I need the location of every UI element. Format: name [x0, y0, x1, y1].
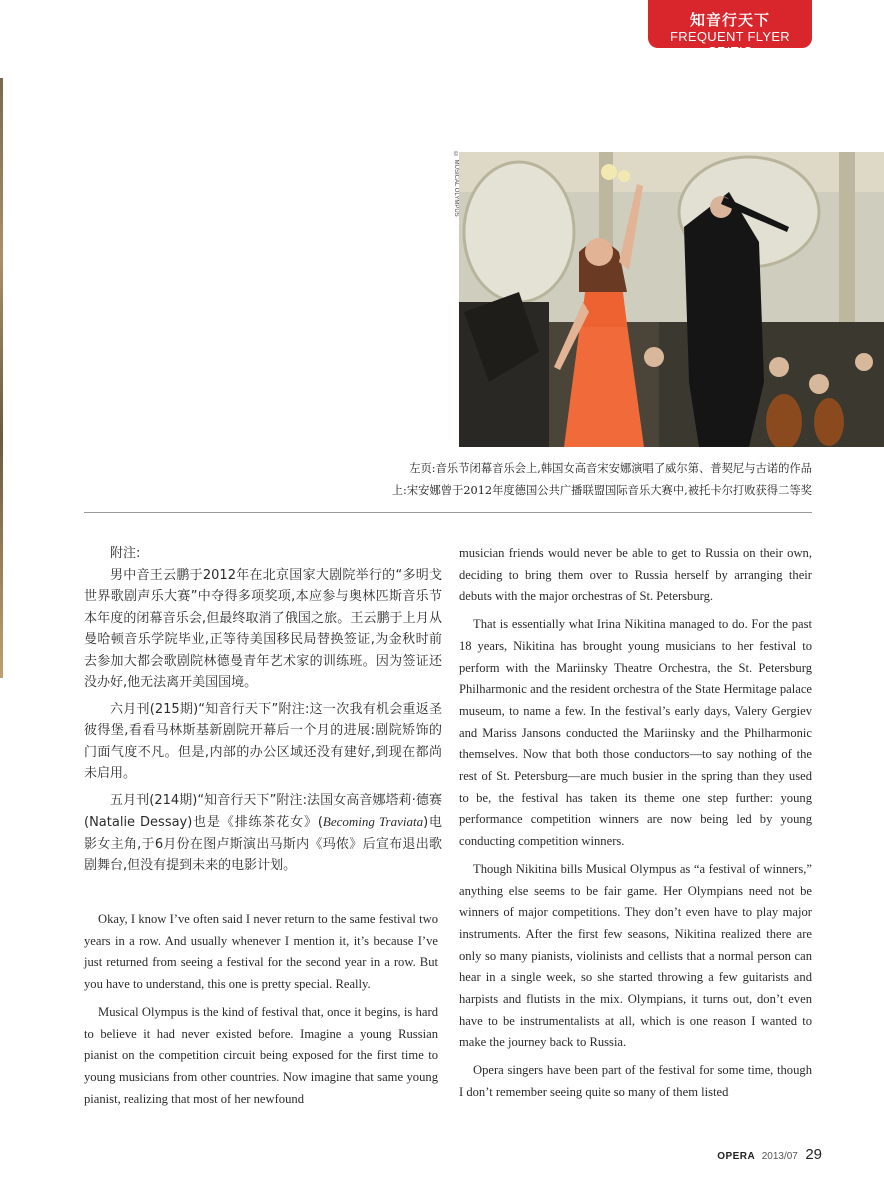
article-paragraph: That is essentially what Irina Nikitina managed to do. For the past 18 years, Nikitina has brought young musicians to her festival to perform with the Mariinsky Theatre Orchestra, the St. Petersburg Philharmonic and the resident orchestra of the State Hermitage palace museum, to name a few. In the festival’s early days, Valery Gergiev and Mariss Jansons conducted the Mariinsky and the Philharmonic themselves. Now that both those conductors—to say nothing of the rest of St. Petersburg—are much busier in the spring than they used to be, the festival has taken its theme one step further: young performance competition winners are now being led by young conducting competition winners.: [459, 617, 812, 849]
article-paragraph: Okay, I know I’ve often said I never return to the same festival two years in a row. And usually whenever I mention it, it’s because I’ve just returned from seeing a festival for the second year in a row. But you have to understand, this one is pretty special. Really.: [84, 912, 438, 992]
caption-above: 上:宋安娜曾于2012年度德国公共广播联盟国际音乐大赛中,被托卡尔打败获得二等奖: [391, 484, 812, 497]
article-column-right: [459, 543, 812, 1104]
section-title-en: FREQUENT FLYER CRITIC: [669, 29, 790, 59]
article-paragraph: Opera singers have been part of the festival for some time, though I don’t remember seeing quite so many of them listed: [459, 1063, 812, 1099]
footnote-text: 六月刊(215期)“知音行天下”附注:这一次我有机会重返圣彼得堡,看看马林斯基新剧院开幕后一个月的进展:剧院矫饰的门面气度不凡。但是,内部的办公区域还没有建好,到现在都尚未启用。: [84, 701, 442, 781]
page-number: 29: [805, 1146, 822, 1163]
film-title: Becoming Traviata: [322, 814, 424, 829]
article-paragraph: musician friends would never be able to get to Russia on their own, deciding to bring them over to Russia herself by arranging their debuts with the major orchestras of St. Petersburg.: [459, 546, 812, 604]
issue-date: 2013/07: [761, 1151, 798, 1162]
section-title-zh: 知音行天下: [689, 12, 770, 29]
chinese-footnotes: [84, 543, 442, 877]
footnote-text: )电影女主角,于6月份在图卢斯演出马斯内《玛侬》后宣布退出歌剧舞台,但没有提到未来的电影计划。: [84, 815, 443, 873]
page-footer: [717, 1146, 822, 1164]
footnote-paragraph: 男中音王云鹏于2012年在北京国家大剧院举行的“多明戈世界歌剧声乐大赛”中夺得多项奖项,本应参与奥林匹斯音乐节本年度的闭幕音乐会,但最终取消了俄国之旅。王云鹏于上月从曼哈顿音乐学院毕业,正等待美国移民局替换签证,为金秋时前去参加大都会歌剧院林德曼青年艺术家的训练班。因为签证还没办好,他无法离开美国国境。: [84, 567, 442, 690]
facing-page-edge: [0, 78, 3, 678]
footnote-paragraph: [84, 699, 442, 785]
section-tab: [648, 0, 812, 59]
caption-left-page: 左页:音乐节闭幕音乐会上,韩国女高音宋安娜演唱了威尔第、普契尼与古诺的作品: [409, 462, 812, 475]
photo-captions: [392, 458, 812, 502]
article-column-left: [84, 909, 438, 1110]
article-paragraph: Though Nikitina bills Musical Olympus as “a festival of winners,” anything else seems to be fair game. Her Olympians need not be winners of major competitions. They don’t even have to play major instruments. After the first few seasons, Nikitina realized there are only so many pianists, violinists and cellists that a normal person can hear in a single week, so she started throwing a few guitarists and harpists and flutists in the mix. Olympians, it turns out, don’t even have to be instrumentalists at all, which is one reason I wanted to make the journey back to Russia.: [459, 861, 812, 1050]
footnote-heading: 附注:: [110, 546, 141, 561]
section-divider: [84, 512, 812, 513]
concert-photo: [459, 152, 884, 447]
concert-photo-illustration: [459, 152, 884, 447]
photo-credit: © MUSICAL OLYMPUS: [453, 152, 459, 217]
magazine-name: OPERA: [717, 1151, 756, 1162]
footnote-paragraph: [84, 790, 442, 877]
article-paragraph: Musical Olympus is the kind of festival that, once it begins, is hard to believe it had never existed before. Imagine a young Russian pianist on the competition circuit being exposed for the first time to young musicians from other countries. Now imagine that same young pianist, realizing that most of her newfound: [84, 1004, 438, 1106]
footnote-text: 五月刊(214期)“知音行天下”附注:法国女高音娜塔莉·德赛(Natalie Dessay)也是《排练茶花女》(: [84, 792, 442, 830]
